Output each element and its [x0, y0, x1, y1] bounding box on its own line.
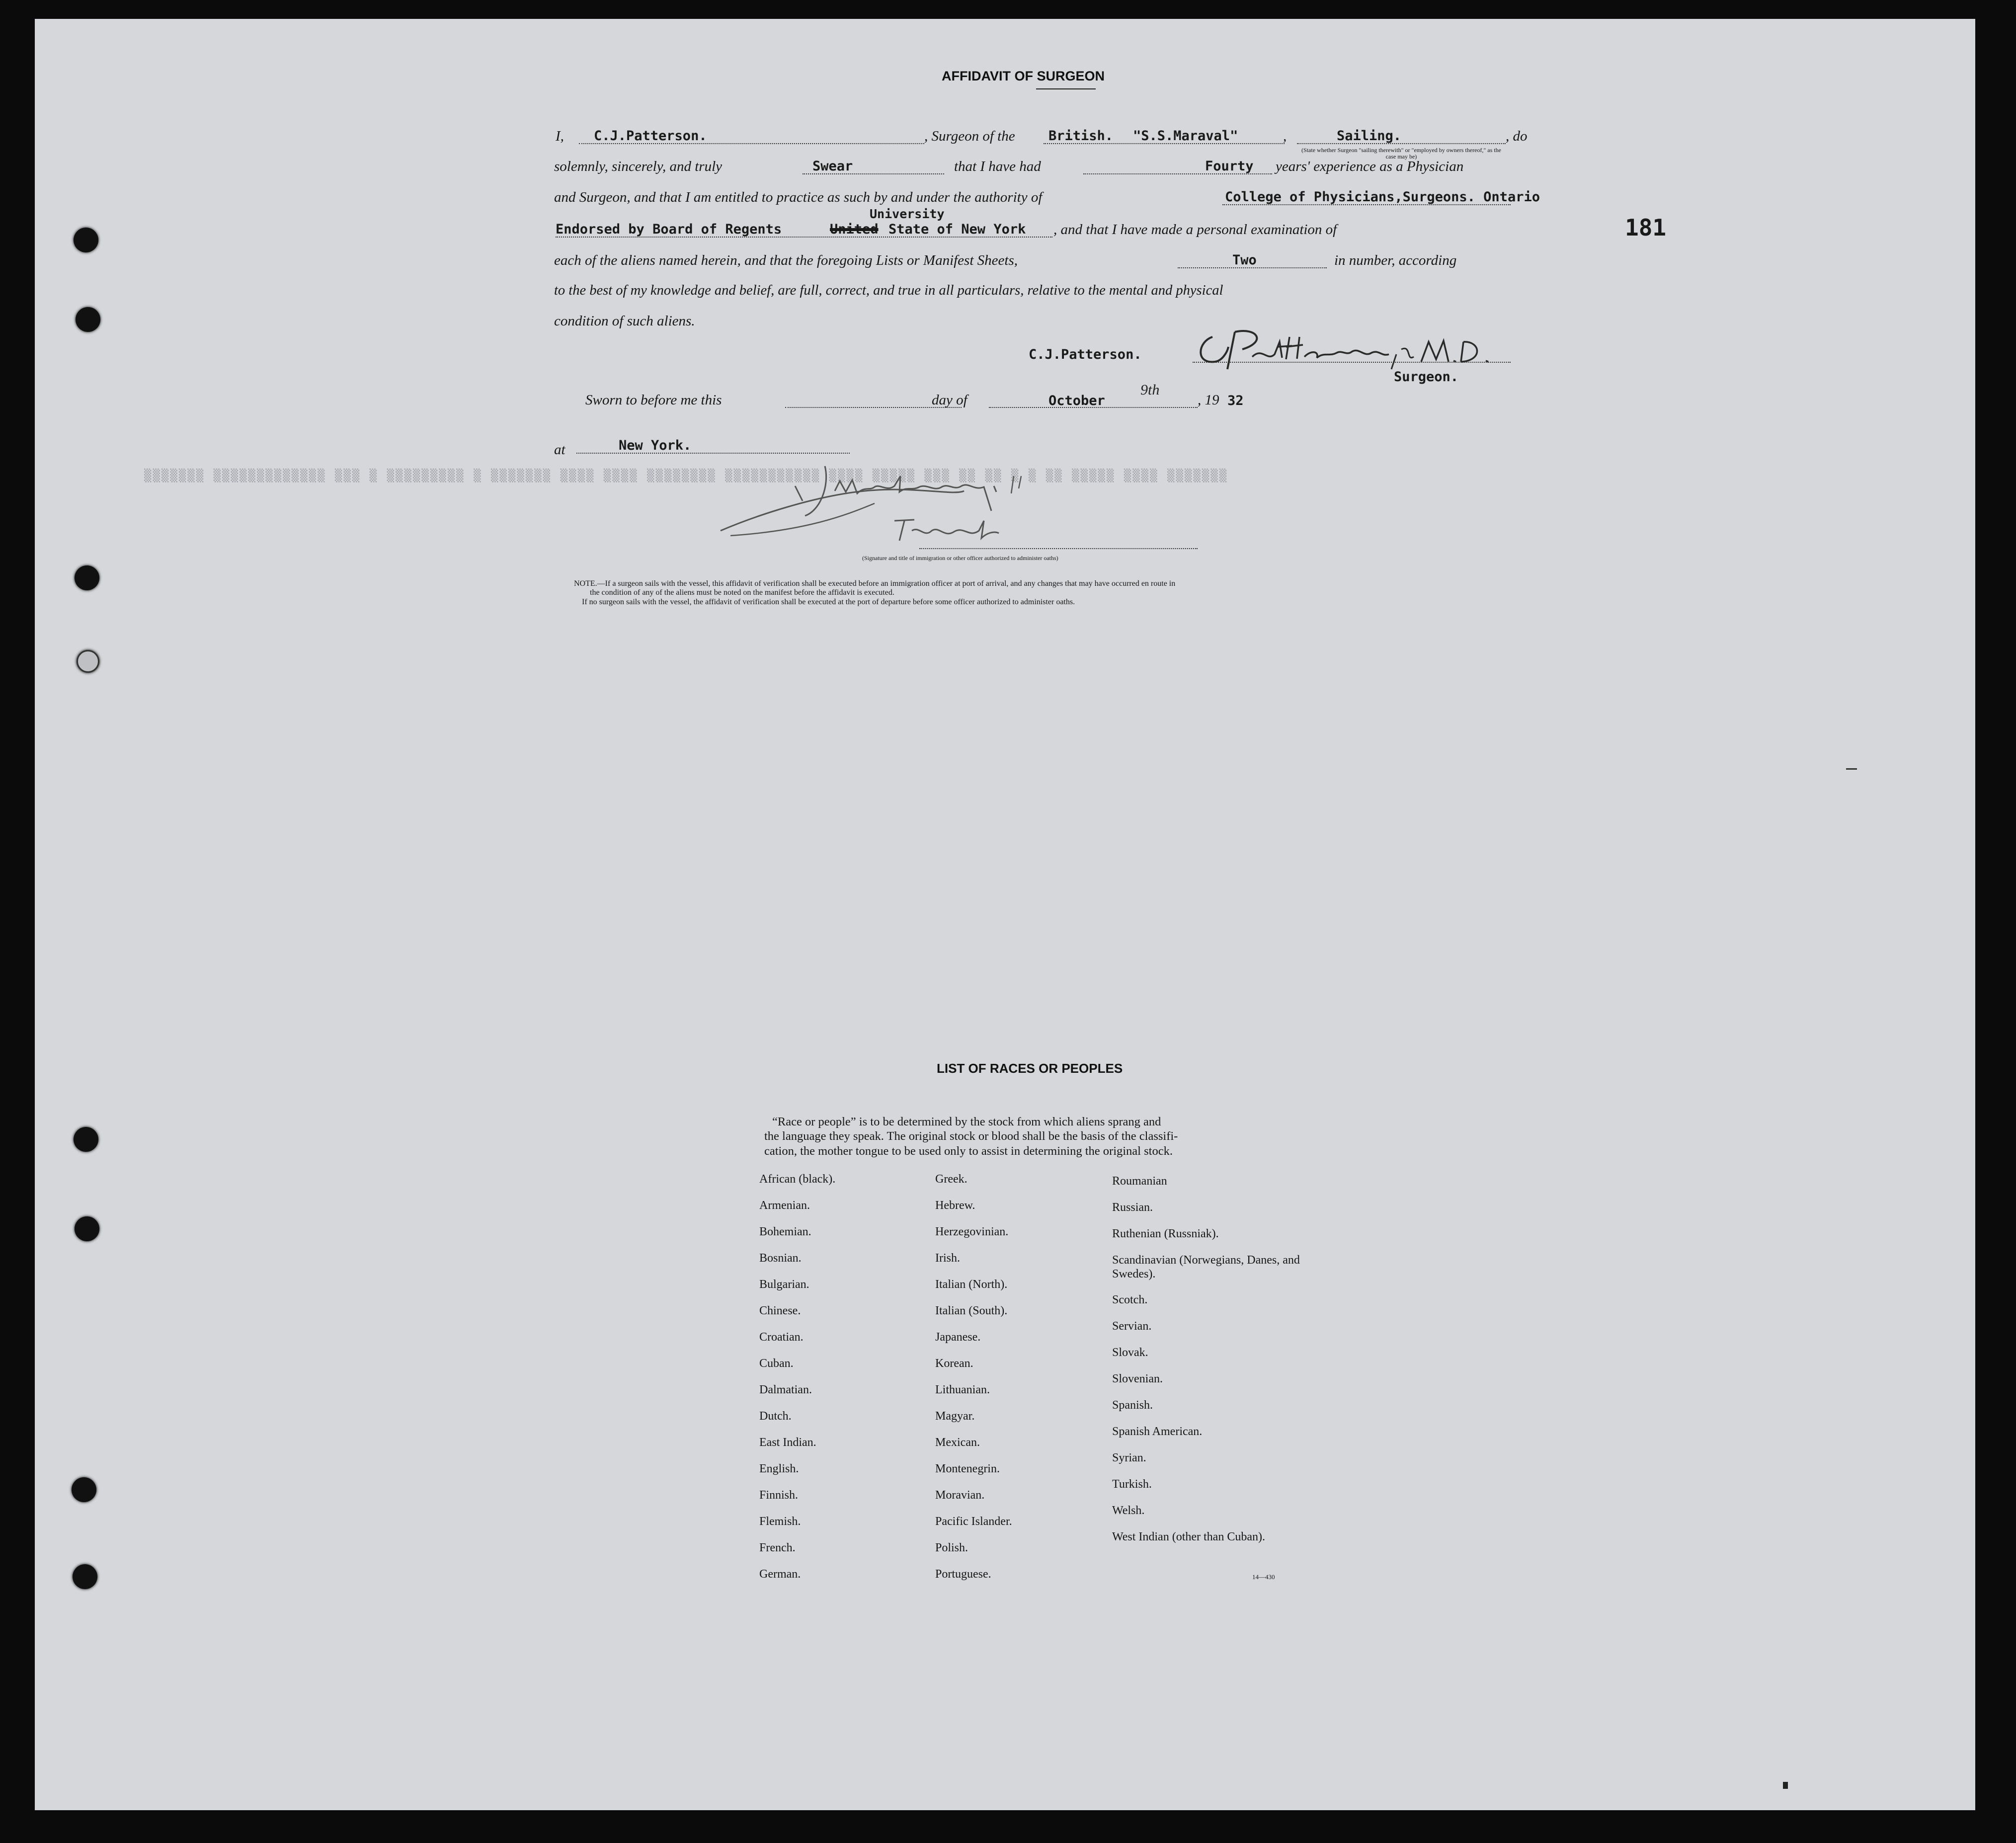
race-item: Mexican.	[935, 1436, 980, 1449]
text-i: I,	[556, 128, 564, 144]
race-item: Bulgarian.	[759, 1278, 809, 1291]
race-item: Dalmatian.	[759, 1383, 812, 1396]
race-item: Syrian.	[1112, 1451, 1146, 1464]
punch-hole	[77, 650, 99, 673]
year-field: 32	[1227, 393, 1244, 408]
page-number: 181	[1625, 214, 1667, 241]
race-item: Turkish.	[1112, 1478, 1152, 1491]
race-item: Moravian.	[935, 1489, 985, 1502]
text-have-had: that I have had	[954, 159, 1041, 174]
dotted-line	[1193, 362, 1511, 363]
dotted-line	[1178, 267, 1327, 268]
text-year-prefix: , 19	[1198, 392, 1219, 408]
dotted-line	[579, 143, 924, 144]
sailing-field: Sailing.	[1337, 128, 1402, 144]
race-item: Polish.	[935, 1541, 968, 1554]
race-item: Montenegrin.	[935, 1462, 1000, 1475]
inserted-word: University	[870, 207, 945, 221]
verification-note	[574, 579, 1175, 607]
text-personal-exam: , and that I have made a personal examination of	[1053, 222, 1337, 238]
page-mark	[1846, 768, 1857, 770]
race-item: Russian.	[1112, 1201, 1153, 1214]
dotted-line	[576, 453, 850, 454]
race-item: Chinese.	[759, 1304, 801, 1317]
race-item: Cuban.	[759, 1357, 794, 1370]
document-sheet	[35, 19, 1975, 1810]
officer-caption: (Signature and title of immigration or other officer authorized to administer oaths)	[862, 555, 1058, 561]
title-underline	[1036, 88, 1096, 89]
race-item: Herzegovinian.	[935, 1225, 1009, 1238]
text-solemnly: solemnly, sincerely, and truly	[554, 159, 723, 174]
authority-field-line1: College of Physicians,Surgeons. Ontario	[1225, 189, 1540, 205]
race-item: Croatian.	[759, 1331, 804, 1344]
race-item: Welsh.	[1112, 1504, 1145, 1517]
text-and-surgeon: and Surgeon, and that I am entitled to practice as such by and under the authority of	[554, 189, 1043, 205]
day-field: 9th	[1140, 382, 1160, 398]
month-field: October	[1048, 393, 1105, 408]
punch-hole	[75, 565, 99, 590]
note-line: the condition of any of the aliens must be noted on the manifest before the affidavit is executed.	[590, 588, 894, 597]
punch-hole	[75, 1216, 99, 1241]
race-item: Spanish.	[1112, 1399, 1153, 1412]
punch-hole	[74, 228, 98, 252]
text-condition: condition of such aliens.	[554, 313, 695, 329]
text-each-alien: each of the aliens named herein, and that the foregoing Lists or Manifest Sheets,	[554, 252, 1018, 268]
struck-word: United	[830, 222, 879, 237]
race-item: Pacific Islander.	[935, 1515, 1012, 1528]
authority-field-line2-a: Endorsed by Board of Regents	[556, 222, 782, 237]
text-years-experience: years' experience as a Physician	[1276, 159, 1464, 174]
race-item: Italian (South).	[935, 1304, 1008, 1317]
race-item: Finnish.	[759, 1489, 799, 1502]
dotted-line	[989, 407, 1198, 408]
punch-hole	[73, 1564, 97, 1589]
race-item: Scotch.	[1112, 1293, 1148, 1306]
dotted-line	[1083, 173, 1272, 174]
punch-hole	[76, 307, 100, 332]
race-item: Spanish American.	[1112, 1425, 1203, 1438]
text-at: at	[554, 442, 565, 458]
dotted-line	[1297, 143, 1506, 144]
race-item: Korean.	[935, 1357, 973, 1370]
race-item: Japanese.	[935, 1331, 981, 1344]
race-item: Portuguese.	[935, 1568, 991, 1581]
race-item: Irish.	[935, 1252, 960, 1265]
race-item: West Indian (other than Cuban).	[1112, 1530, 1265, 1543]
race-item: Magyar.	[935, 1410, 975, 1423]
intro-line: the language they speak. The original stock or blood shall be the basis of the classifi-	[764, 1129, 1178, 1143]
oath-field: Swear	[812, 159, 853, 174]
punch-hole	[74, 1127, 98, 1152]
text-do: , do	[1506, 128, 1528, 144]
race-item: Bohemian.	[759, 1225, 811, 1238]
race-item: Armenian.	[759, 1199, 810, 1212]
note-line: NOTE.—If a surgeon sails with the vessel, this affidavit of verification shall be executed before an immigration officer at port of arrival, and any changes that may have occurred en route in	[574, 579, 1176, 588]
text-best-knowledge: to the best of my knowledge and belief, are full, correct, and true in all particulars, relative to the mental and physical	[554, 283, 1223, 298]
text-surgeon-of: , Surgeon of the	[924, 128, 1015, 144]
text-sworn: Sworn to before me this	[585, 392, 722, 408]
race-item: Hebrew.	[935, 1199, 975, 1212]
sheets-field: Two	[1232, 252, 1257, 268]
years-field: Fourty	[1205, 159, 1254, 174]
race-item: Greek.	[935, 1173, 968, 1186]
races-title: LIST OF RACES OR PEOPLES	[937, 1061, 1123, 1076]
page-mark	[1783, 1782, 1788, 1789]
dotted-line	[803, 173, 944, 174]
text-day-of: day of	[932, 392, 968, 408]
intro-line: “Race or people” is to be determined by the stock from which aliens sprang and	[772, 1115, 1161, 1128]
dotted-line	[919, 548, 1198, 549]
race-item: French.	[759, 1541, 796, 1554]
surgeon-name-field: C.J.Patterson.	[594, 128, 707, 144]
vessel-field: "S.S.Maraval"	[1133, 128, 1238, 144]
race-item: Scandinavian (Norwegians, Danes, and Swedes).	[1112, 1254, 1300, 1281]
bleed-through-text: ▒▒▒▒▒▒▒ ▒▒▒▒▒▒▒▒▒▒▒▒▒ ▒▒▒ ▒ ▒▒▒▒▒▒▒▒▒ ▒ ▒▒▒▒▒▒▒ ▒▒▒▒ ▒▒▒▒ ▒▒▒▒▒▒▒▒ ▒▒▒▒▒▒▒▒▒▒▒ ▒▒▒▒ ▒▒▒▒▒ ▒▒▒ ▒▒ ▒▒ ▒ ▒ ▒▒ ▒▒▒▒▒ ▒▒▒▒ ▒▒▒▒▒▒▒	[144, 469, 1228, 482]
race-item: German.	[759, 1568, 801, 1581]
race-item: Dutch.	[759, 1410, 792, 1423]
races-intro	[764, 1115, 1326, 1158]
race-item: Ruthenian (Russniak).	[1112, 1227, 1219, 1240]
nationality-field: British.	[1048, 128, 1114, 144]
punch-hole	[72, 1477, 96, 1502]
affidavit-title: AFFIDAVIT OF SURGEON	[942, 69, 1105, 83]
sailing-note: (State whether Surgeon "sailing therewith" or "employed by owners thereof," as the case may be)	[1301, 147, 1501, 160]
signed-name: C.J.Patterson.	[1029, 347, 1142, 362]
form-number: 14—430	[1252, 1573, 1275, 1581]
race-item: Lithuanian.	[935, 1383, 990, 1396]
race-item: East Indian.	[759, 1436, 816, 1449]
race-item: Italian (North).	[935, 1278, 1008, 1291]
race-item: African (black).	[759, 1173, 836, 1186]
intro-line: cation, the mother tongue to be used only to assist in determining the original stock.	[764, 1144, 1173, 1158]
races-column-2	[935, 1173, 1099, 1594]
race-item: English.	[759, 1462, 799, 1475]
race-item: Slovenian.	[1112, 1372, 1163, 1385]
place-field: New York.	[619, 438, 692, 453]
dotted-line	[1222, 204, 1511, 205]
note-line: If no surgeon sails with the vessel, the affidavit of verification shall be executed at the port of departure before some officer authorized to administer oaths.	[582, 597, 1075, 606]
race-item: Servian.	[1112, 1320, 1152, 1333]
race-item: Roumanian	[1112, 1175, 1167, 1188]
race-item: Bosnian.	[759, 1252, 802, 1265]
text-in-number: in number, according	[1334, 252, 1457, 268]
races-column-3	[1112, 1175, 1301, 1560]
dotted-line	[556, 237, 1052, 238]
authority-field-line2-b: State of New York	[888, 222, 1026, 237]
text-comma: ,	[1283, 128, 1287, 144]
race-item: Flemish.	[759, 1515, 801, 1528]
race-item: Slovak.	[1112, 1346, 1148, 1359]
surgeon-label: Surgeon.	[1394, 369, 1459, 385]
races-column-1	[759, 1173, 923, 1594]
dotted-line	[1044, 143, 1285, 144]
